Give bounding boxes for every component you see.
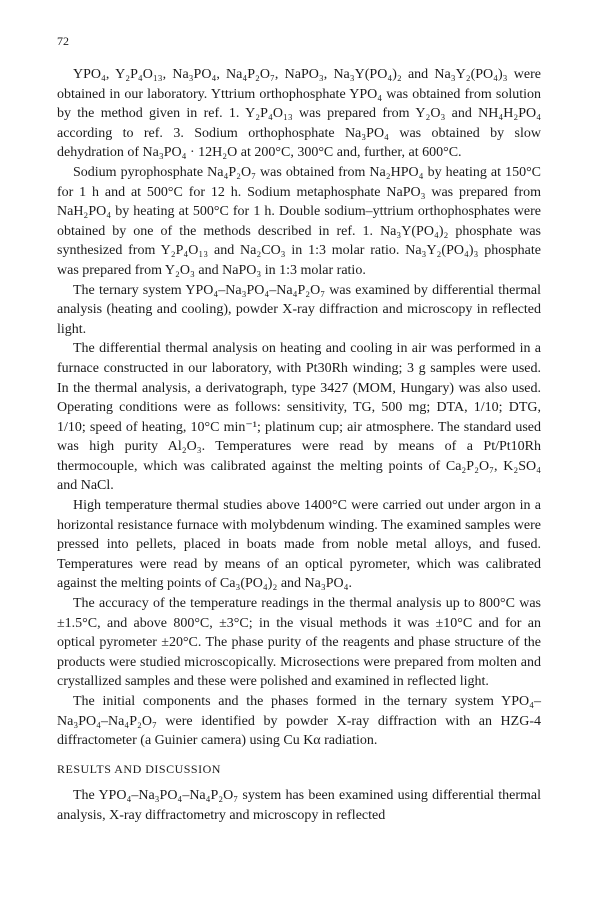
paragraph-accuracy: The accuracy of the temperature readings in the thermal analysis up to 800°C was ±1.5°C, and above 800°C, ±3°C; in the visual methods it was ±10°C and for an optical pyrometer ±20°C. The phase purity of the reagents and phase structure of the products were studied microscopically. Microsections were prepared from molten and crystallized samples and these were polished and examined in reflected light. — [57, 596, 541, 690]
paragraph-thermal-analysis: The differential thermal analysis on heating and cooling in air was performed in a furnace constructed in our laboratory, with Pt30Rh winding; 3 g samples were used. In the thermal analysis, a derivatograph, type 3427 (MOM, Hungary) was also used. Operating conditions were as follows: sensitivity, TG, 500 mg; DTA, 1/10; DTG, 1/10; speed of heating, 10°C min⁻¹; platinum cup; air atmosphere. The standard used was high purity Al₂O₃. Temperatures were read by means of a Pt/Pt10Rh thermocouple, which was calibrated against the melting points of Ca₂P₂O₇, K₂SO₄ and NaCl. — [57, 341, 541, 494]
section-heading: RESULTS AND DISCUSSION — [57, 761, 221, 776]
page-number: 72 — [57, 34, 69, 48]
paragraph-materials: YPO₄, Y₂P₄O₁₃, Na₃PO₄, Na₄P₂O₇, NaPO₃, Na₃Y(PO₄)₂ and Na₃Y₂(PO₄)₃ were obtained in our laboratory. Yttrium orthophosphate YPO₄ was obtained from solution by the method given in ref. 1. Y₂P₄O₁₃ was prepared from Y₂O₃ and NH₄H₂PO₄ according to ref. 3. Sodium orthophosphate Na₃PO₄ was obtained by slow dehydration of Na₃PO₄ · 12H₂O at 200°C, 300°C and, further, at 600°C. — [57, 67, 541, 161]
document-page — [57, 34, 541, 826]
paragraph-results: The YPO₄–Na₃PO₄–Na₄P₂O₇ system has been examined using differential thermal analysis, X-ray diffractometry and microscopy in reflected — [57, 788, 541, 823]
paragraph-high-temperature: High temperature thermal studies above 1400°C were carried out under argon in a horizontal resistance furnace with molybdenum winding. The examined samples were pressed into pellets, placed in boats made from noble metal alloys, and fused. Temperatures were read by means of an optical pyrometer, which was calibrated against the melting points of Ca₃(PO₄)₂ and Na₃PO₄. — [57, 498, 541, 592]
paragraph-system-methods: The ternary system YPO₄–Na₃PO₄–Na₄P₂O₇ was examined by differential thermal analysis (heating and cooling), powder X-ray diffraction and microscopy in reflected light. — [57, 282, 541, 337]
paragraph-sodium-phosphates: Sodium pyrophosphate Na₄P₂O₇ was obtained from Na₂HPO₄ by heating at 150°C for 1 h and at 500°C for 12 h. Sodium metaphosphate NaPO₃ was prepared from NaH₂PO₄ by heating at 500°C for 1 h. Double sodium–yttrium orthophosphates were obtained by one of the methods described in ref. 1. Na₃Y(PO₄)₂ phosphate was synthesized from Y₂P₄O₁₃ and Na₂CO₃ in 1:3 molar ratio. Na₃Y₂(PO₄)₃ phosphate was prepared from Y₂O₃ and NaPO₃ in 1:3 molar ratio. — [57, 164, 541, 278]
paragraph-xray: The initial components and the phases formed in the ternary system YPO₄–Na₃PO₄–Na₄P₂O₇ were identified by powder X-ray diffraction with an HZG-4 diffractometer (a Guinier camera) using Cu Kα radiation. — [57, 694, 541, 749]
